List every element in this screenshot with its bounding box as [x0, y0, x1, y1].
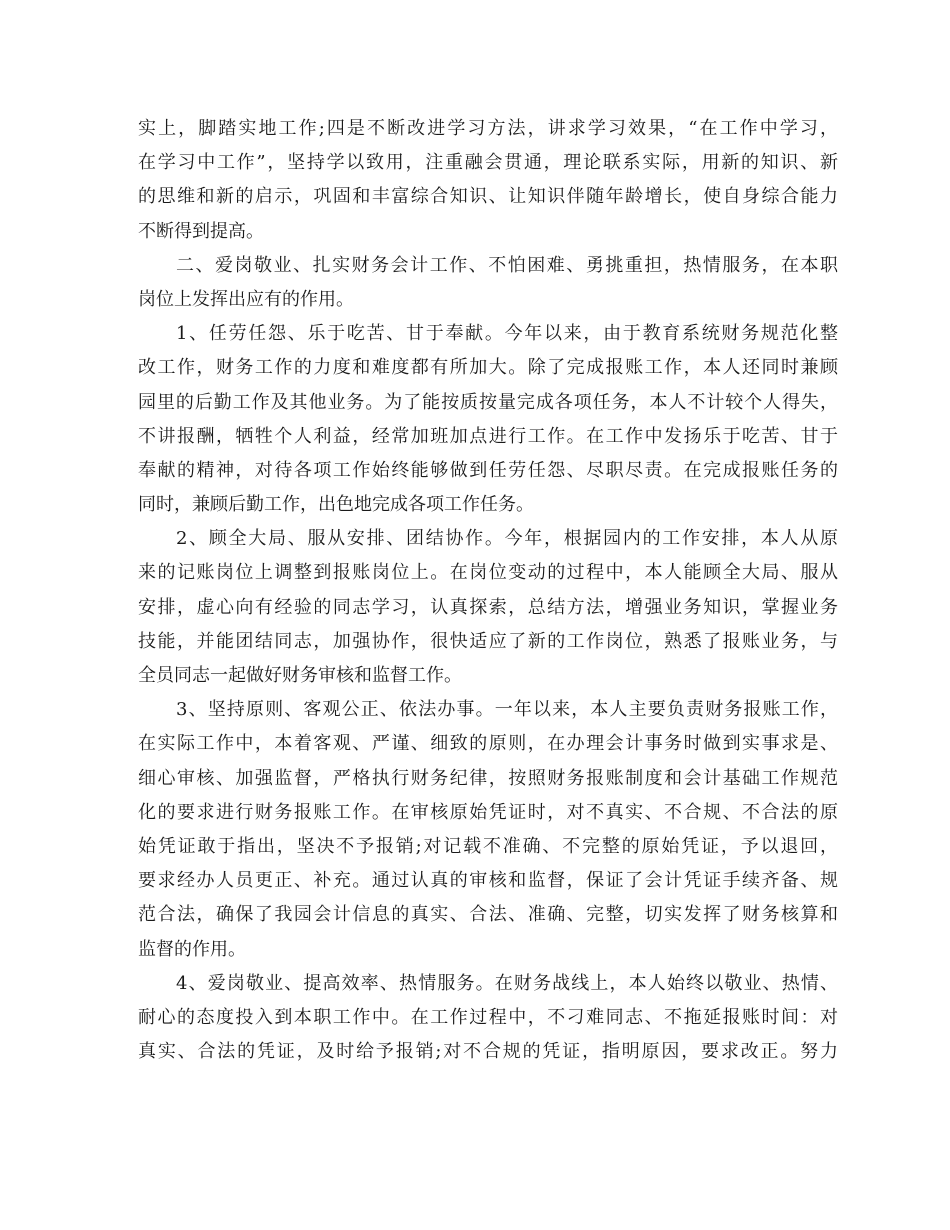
- paragraph-line: 园里的后勤工作及其他业务。为了能按质按量完成各项任务，本人不计较个人得失，: [138, 391, 838, 413]
- paragraph-line: 监督的作用。: [138, 938, 246, 960]
- paragraph-first-line: 2、顾全大局、服从安排、团结协作。今年，根据园内的工作安排，本人从原: [176, 528, 838, 550]
- paragraph-line: 耐心的态度投入到本职工作中。在工作过程中，不刁难同志、不拖延报账时间：对: [138, 1006, 838, 1028]
- paragraph-first-line: 4、爱岗敬业、提高效率、热情服务。在财务战线上，本人始终以敬业、热情、: [176, 972, 838, 994]
- paragraph-line: 的思维和新的启示，巩固和丰富综合知识、让知识伴随年龄增长，使自身综合能力: [138, 186, 838, 208]
- paragraph-line: 改工作，财务工作的力度和难度都有所加大。除了完成报账工作，本人还同时兼顾: [138, 357, 838, 379]
- document-body: [138, 112, 838, 1069]
- paragraph-first-line: 3、坚持原则、客观公正、依法办事。一年以来，本人主要负责财务报账工作，: [176, 699, 838, 721]
- paragraph-line: 岗位上发挥出应有的作用。: [138, 288, 354, 310]
- paragraph-line: 要求经办人员更正、补充。通过认真的审核和监督，保证了会计凭证手续齐备、规: [138, 870, 838, 892]
- paragraph-first-line: 1、任劳任怨、乐于吃苦、甘于奉献。今年以来，由于教育系统财务规范化整: [176, 323, 838, 345]
- paragraph-line: 化的要求进行财务报账工作。在审核原始凭证时，对不真实、不合规、不合法的原: [138, 801, 838, 823]
- paragraph-line: 来的记账岗位上调整到报账岗位上。在岗位变动的过程中，本人能顾全大局、服从: [138, 562, 838, 584]
- paragraph-line: 技能，并能团结同志，加强协作，很快适应了新的工作岗位，熟悉了报账业务，与: [138, 630, 838, 652]
- paragraph-line: 不断得到提高。: [138, 220, 264, 242]
- paragraph-line: 真实、合法的凭证，及时给予报销;对不合规的凭证，指明原因，要求改正。努力: [138, 1041, 838, 1063]
- paragraph-line: 同时，兼顾后勤工作，出色地完成各项工作任务。: [138, 494, 534, 516]
- paragraph-line: 奉献的精神，对待各项工作始终能够做到任劳任怨、尽职尽责。在完成报账任务的: [138, 459, 838, 481]
- paragraph-line: 范合法，确保了我园会计信息的真实、合法、准确、完整，切实发挥了财务核算和: [138, 904, 838, 926]
- paragraph-first-line: 二、爱岗敬业、扎实财务会计工作、不怕困难、勇挑重担，热情服务，在本职: [176, 254, 838, 276]
- paragraph-line: 不讲报酬，牺牲个人利益，经常加班加点进行工作。在工作中发扬乐于吃苦、甘于: [138, 425, 838, 447]
- paragraph-line: 安排，虚心向有经验的同志学习，认真探索，总结方法，增强业务知识，掌握业务: [138, 596, 838, 618]
- paragraph-line: 在学习中工作”，坚持学以致用，注重融会贯通，理论联系实际，用新的知识、新: [138, 152, 838, 174]
- paragraph-line: 在实际工作中，本着客观、严谨、细致的原则，在办理会计事务时做到实事求是、: [138, 733, 838, 755]
- paragraph-line: 全员同志一起做好财务审核和监督工作。: [138, 665, 462, 686]
- paragraph-line: 实上，脚踏实地工作;四是不断改进学习方法，讲求学习效果，“在工作中学习，: [138, 118, 838, 139]
- paragraph-line: 始凭证敢于指出，坚决不予报销;对记载不准确、不完整的原始凭证，予以退回，: [138, 835, 838, 857]
- paragraph-line: 细心审核、加强监督，严格执行财务纪律，按照财务报账制度和会计基础工作规范: [138, 767, 838, 789]
